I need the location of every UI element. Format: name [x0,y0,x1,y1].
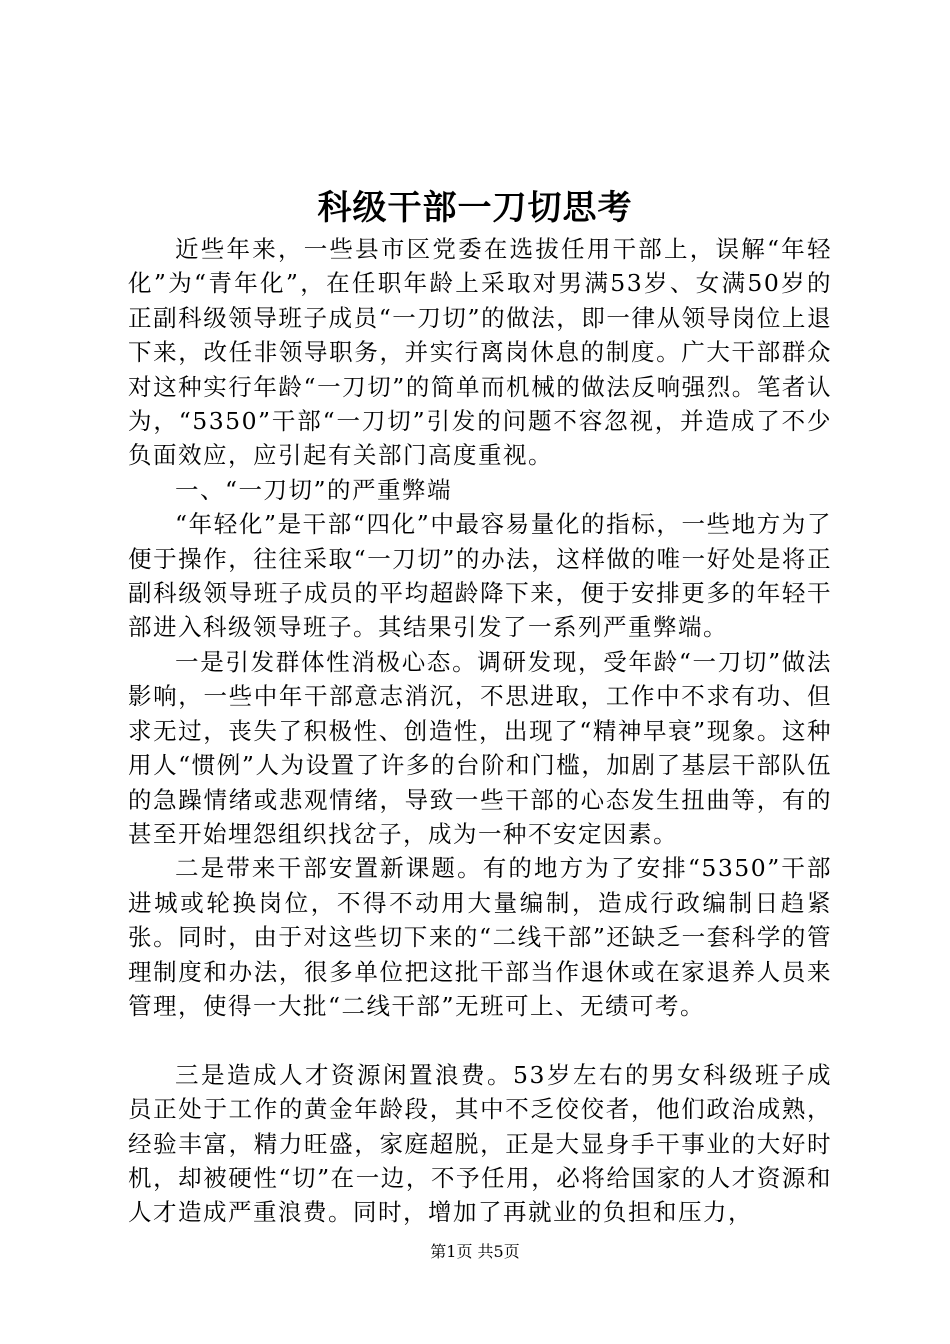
paragraph-point-three: 三是造成人才资源闲置浪费。53岁左右的男女科级班子成员正处于工作的黄金年龄段，其中不乏佼佼者，他们政治成熟，经验丰富，精力旺盛，家庭超脱，正是大显身手干事业的大好时机，却被硬性“切”在一边，不予任用，必将给国家的人才资源和人才造成严重浪费。同时，增加了再就业的负担和压力， [128,1060,832,1227]
paragraph-point-one: 一是引发群体性消极心态。调研发现，受年龄“一刀切”做法影响，一些中年干部意志消沉，不思进取，工作中不求有功、但求无过，丧失了积极性、创造性，出现了“精神早衰”现象。这种用人“惯例”人为设置了许多的台阶和门槛，加剧了基层干部队伍的急躁情绪或悲观情绪，导致一些干部的心态发生扭曲等，有的甚至开始埋怨组织找岔子，成为一种不安定因素。 [128,647,832,848]
paragraph-spacer [128,1023,832,1057]
paragraph-overview: “年轻化”是干部“四化”中最容易量化的指标，一些地方为了便于操作，往往采取“一刀切”的办法，这样做的唯一好处是将正副科级领导班子成员的平均超龄降下来，便于安排更多的年轻干部进入科级领导班子。其结果引发了一系列严重弊端。 [128,510,832,642]
document-title: 科级干部一刀切思考 [317,188,633,228]
document-body [128,232,832,1230]
paragraph-intro: 近些年来，一些县市区党委在选拔任用干部上，误解“年轻化”为“青年化”，在任职年龄上采取对男满53岁、女满50岁的正副科级领导班子成员“一刀切”的做法，即一律从领导岗位上退下来，改任非领导职务，并实行离岗休息的制度。广大干部群众对这种实行年龄“一刀切”的简单而机械的做法反响强烈。笔者认为，“5350”干部“一刀切”引发的问题不容忽视，并造成了不少负面效应，应引起有关部门高度重视。 [128,235,832,470]
paragraph-point-two: 二是带来干部安置新课题。有的地方为了安排“5350”干部进城或轮换岗位，不得不动用大量编制，造成行政编制日趋紧张。同时，由于对这些切下来的“二线干部”还缺乏一套科学的管理制度和办法，很多单位把这批干部当作退休或在家退养人员来管理，使得一大批“二线干部”无班可上、无绩可考。 [128,854,832,1020]
page-footer: 第1页 共5页 [430,1242,520,1261]
section-heading: 一、“一刀切”的严重弊端 [175,475,453,504]
